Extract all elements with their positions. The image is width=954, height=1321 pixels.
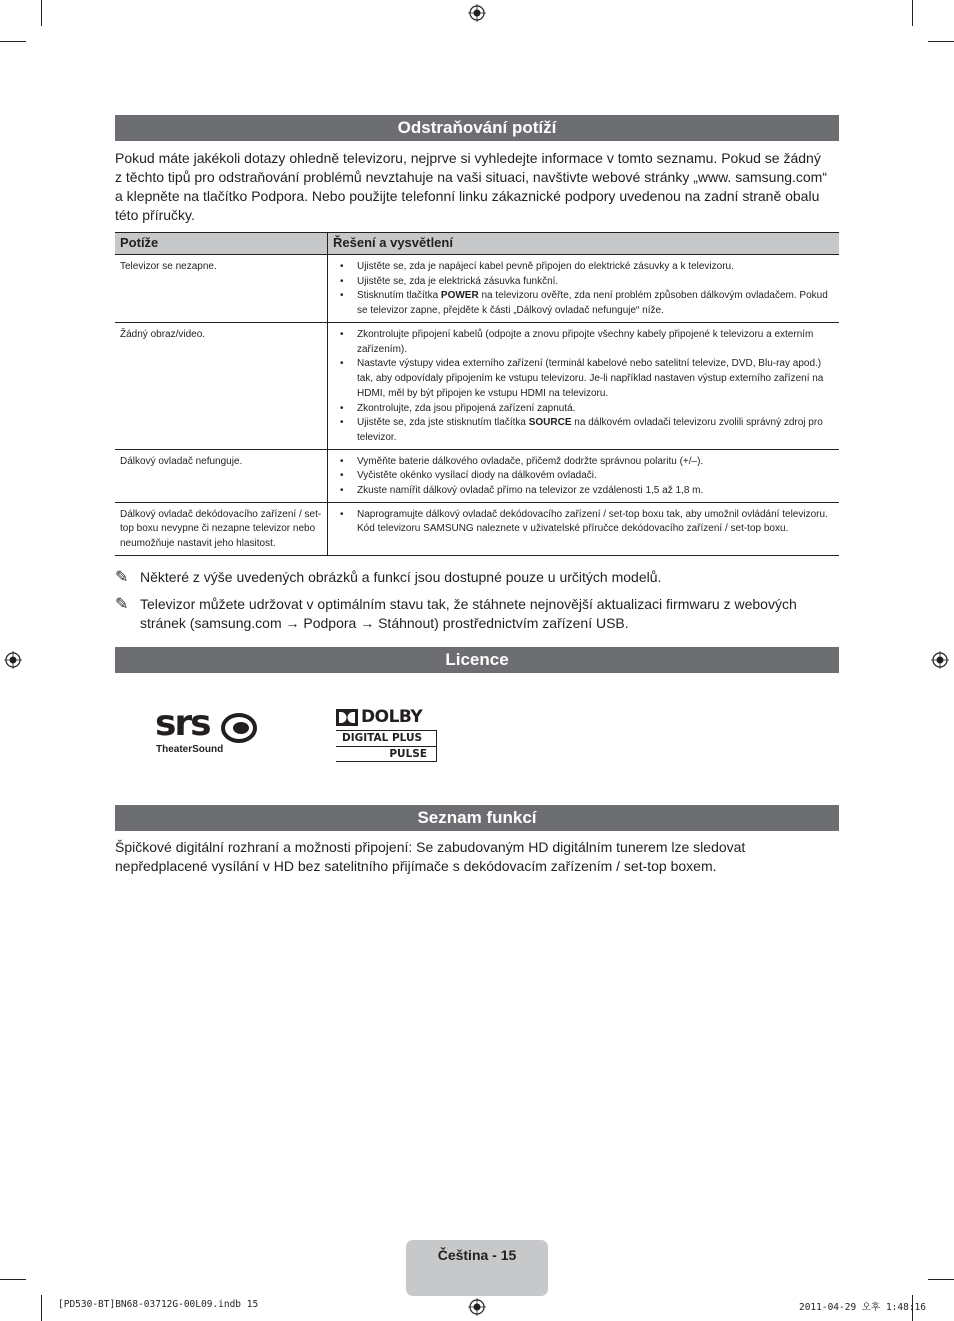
srs-circle-icon — [221, 713, 257, 743]
solution-item: • Naprogramujte dálkový ovladač dekódovacího zařízení / set-top boxu tak, aby umožnil ovládání televizoru. Kód televizoru SAMSUNG naleznete v uživatelské příručce dekódovacího zařízení / set-top boxu. — [333, 508, 834, 537]
note — [115, 568, 830, 587]
page-number-tab — [406, 1240, 548, 1296]
problem-cell: Žádný obraz/video. — [115, 323, 328, 450]
table-row — [115, 502, 839, 555]
srs-subtitle: TheaterSound — [156, 744, 224, 755]
solution-cell — [328, 255, 840, 323]
dolby-digital-plus-logo — [336, 709, 438, 763]
print-slug-file: [PD530-BT]BN68-03712G-00L09.indb 15 — [58, 1299, 259, 1310]
solution-item: • Zkuste namířit dálkový ovladač přímo na televizor ze vzdálenosti 1,5 až 1,8 m. — [333, 484, 834, 499]
problem-cell: Dálkový ovladač nefunguje. — [115, 449, 328, 502]
crop-mark — [0, 41, 26, 42]
registration-mark-icon — [468, 1298, 486, 1316]
note — [115, 595, 830, 633]
solution-cell — [328, 323, 840, 450]
srs-theatersound-logo — [155, 703, 259, 760]
troubleshooting-table — [115, 232, 839, 556]
dolby-wordmark: DOLBY — [361, 707, 423, 727]
page-number: Čeština - 15 — [437, 1247, 517, 1263]
note-pencil-icon: ✎ — [115, 596, 129, 613]
table-row — [115, 255, 839, 323]
solution-item: • Zkontrolujte připojení kabelů (odpojte a znovu připojte všechny kabely připojené k televizoru a externím zařízením). — [333, 328, 834, 357]
dolby-pulse-text: PULSE — [389, 748, 427, 760]
note-text: Televizor můžete udržovat v optimálním stavu tak, že stáhnete nejnovější aktualizaci firmwaru z webových stránek (samsung.com → Podpora → Stáhnout) prostřednictvím zařízení USB. — [140, 596, 797, 631]
intro-paragraph: Pokud máte jakékoli dotazy ohledně televizoru, nejprve si vyhledejte informace v tomto seznamu. Pokud se žádný z těchto tipů pro odstraňování problémů nevztahuje na vaši situaci, navštivte webové stránky „www. samsung.com“ a klepněte na tlačítko Podpora. Nebo použijte telefonní linku zákaznické podpory uvedenou na zadní straně obalu této příručky. — [115, 150, 828, 223]
solution-item: • Nastavte výstupy videa externího zařízení (terminál kabelové nebo satelitní televize, DVD, Blu-ray apod.) tak, aby odpovídaly připojením ke vstupu televizoru. Je-li například nastaven výstup externího zařízení na HDMI, měl by být připojen ke vstupu HDMI na televizoru. — [333, 357, 834, 401]
problem-cell: Televizor se nezapne. — [115, 255, 328, 323]
crop-mark — [41, 0, 42, 26]
section-title-troubleshooting: Odstraňování potíží — [115, 115, 839, 141]
column-header-solution: Řešení a vysvětlení — [328, 233, 840, 255]
dolby-double-d-icon — [336, 709, 358, 726]
crop-mark — [0, 1279, 26, 1280]
solution-cell — [328, 502, 840, 555]
features-paragraph: Špičkové digitální rozhraní a možnosti připojení: Se zabudovaným HD digitálním tunerem lze sledovat nepředplacené vysílání v HD bez satelitního přijímače s dekódovacím zařízením / set-top boxem. — [115, 839, 746, 874]
table-row — [115, 449, 839, 502]
crop-mark — [928, 1279, 954, 1280]
solution-item: • Ujistěte se, zda je napájecí kabel pevně připojen do elektrické zásuvky a k televizoru. — [333, 260, 834, 275]
table-row — [115, 323, 839, 450]
srs-mark: srs — [155, 703, 210, 744]
print-slug-timestamp: 2011-04-29 오후 1:48:16 — [798, 1302, 926, 1313]
dolby-digital-plus-text: DIGITAL PLUS — [342, 732, 423, 744]
registration-mark-icon — [468, 4, 486, 22]
section-title-features: Seznam funkcí — [115, 805, 839, 831]
table-header-row — [115, 233, 839, 255]
registration-mark-icon — [4, 651, 22, 669]
solution-item: • Ujistěte se, zda je elektrická zásuvka funkční. — [333, 275, 834, 290]
crop-mark — [928, 41, 954, 42]
note-pencil-icon: ✎ — [115, 569, 129, 586]
problem-cell: Dálkový ovladač dekódovacího zařízení / set-top boxu nevypne či nezapne televizor nebo neumožňuje nastavit jeho hlasitost. — [115, 502, 328, 555]
crop-mark — [912, 0, 913, 26]
solution-item: • Zkontrolujte, zda jsou připojená zařízení zapnutá. — [333, 402, 834, 417]
section-title-licence: Licence — [115, 647, 839, 673]
solution-item: • Vyměňte baterie dálkového ovladače, přičemž dodržte správnou polaritu (+/–). — [333, 455, 834, 470]
crop-mark — [41, 1295, 42, 1321]
note-text: Některé z výše uvedených obrázků a funkcí jsou dostupné pouze u určitých modelů. — [140, 569, 662, 585]
column-header-problem: Potíže — [115, 233, 328, 255]
solution-item: • Vyčistěte okénko vysílací diody na dálkovém ovladači. — [333, 469, 834, 484]
registration-mark-icon — [931, 651, 949, 669]
solution-item: • Stisknutím tlačítka POWER na televizoru ověřte, zda není problém způsoben dálkovým ovladačem. Pokud se televizor zapne, přejděte k části „Dálkový ovladač nefunguje“ níže. — [333, 289, 834, 318]
solution-cell — [328, 449, 840, 502]
solution-item: • Ujistěte se, zda jste stisknutím tlačítka SOURCE na dálkovém ovladači televizoru zvolili správný zdroj pro televizor. — [333, 416, 834, 445]
